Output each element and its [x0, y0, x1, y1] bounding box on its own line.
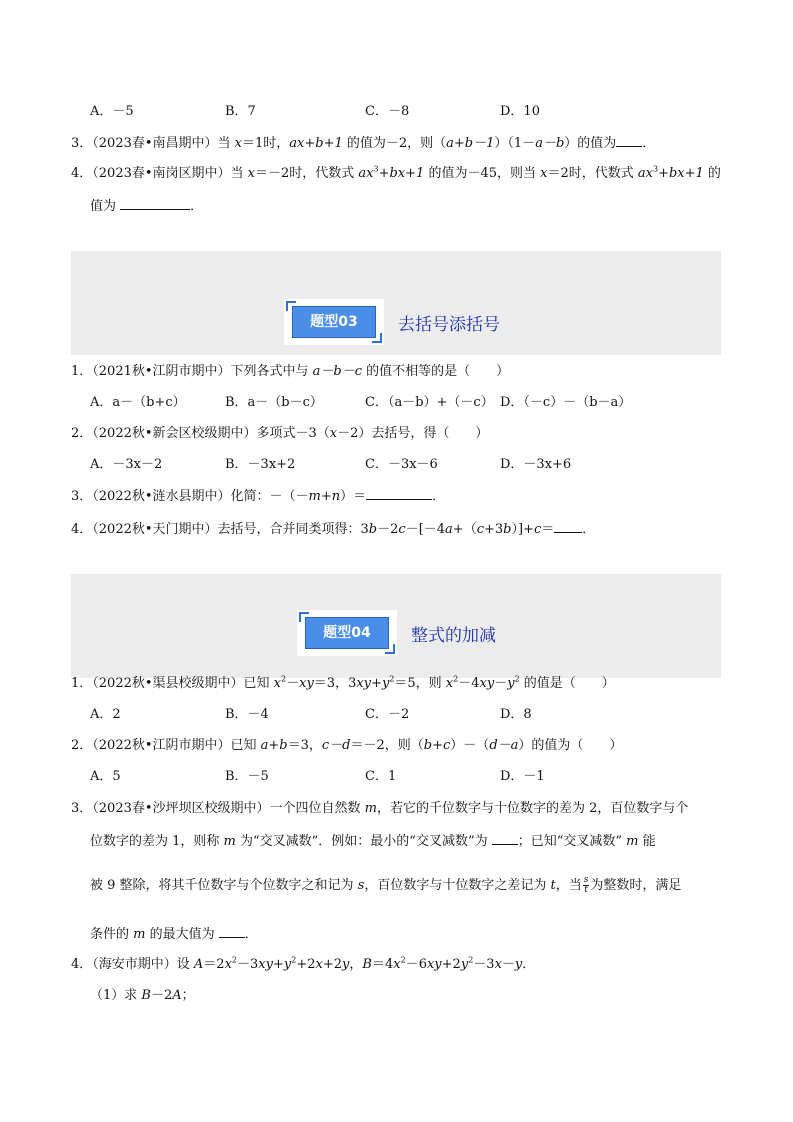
question-4-part-1: （1）求 B－2A； — [90, 988, 195, 1003]
option-d: D．－3x+6 — [500, 457, 572, 472]
answer-blank[interactable] — [616, 134, 642, 147]
answer-blank[interactable] — [366, 487, 432, 500]
question-3: 3．（2022秋•涟水县期中）化简：－（－m+n）＝ ． — [71, 489, 446, 504]
options-row — [90, 768, 650, 786]
option-d: D．－1 — [500, 769, 545, 784]
question-3: 3．（2023春•南昌期中）当 x＝1时，ax+b+1 的值为－2，则（a+b－1）（1－a－b）的值为 ． — [71, 136, 656, 151]
option-a: A．5 — [90, 769, 121, 784]
answer-blank[interactable] — [492, 832, 518, 845]
option-c: C．－2 — [365, 707, 410, 722]
section-badge-row — [297, 610, 496, 656]
option-b: B．a－（b－c） — [225, 395, 323, 410]
question-4: 4．（2023春•南岗区期中）当 x＝－2时，代数式 $ax^3+bx+1$ 的值为－45，则当 x＝2时，代数式 $ax^3+bx+1$ 的 — [71, 164, 721, 181]
answer-blank[interactable] — [219, 925, 245, 938]
question-4: 4．（海安市期中）设 $A=2x^2-3xy+y^2+2x+2y$，$B=4x^2-6xy+2y^2-3x-y$． — [71, 955, 536, 972]
question-4: 4．（2022秋•天门期中）去括号，合并同类项得：3b－2c－[－4a+（c+3b）]+c＝ ． — [71, 522, 596, 537]
section-badge-label: 题型03 — [292, 306, 376, 338]
section-title: 整式的加减 — [411, 625, 496, 646]
section-badge — [297, 610, 397, 656]
option-b: B．－4 — [225, 707, 269, 722]
option-b: B．7 — [225, 104, 256, 119]
option-b: B．－5 — [225, 769, 269, 784]
option-a: A．－5 — [90, 104, 134, 119]
section-header-04 — [71, 574, 721, 678]
option-c: C．－3x－6 — [365, 457, 438, 472]
options-row — [90, 103, 650, 121]
options-row — [90, 456, 650, 474]
option-c: C．－8 — [365, 104, 410, 119]
answer-blank[interactable] — [120, 197, 190, 210]
section-title: 去括号添括号 — [398, 314, 500, 335]
option-d: D．8 — [500, 707, 532, 722]
option-a: A．－3x－2 — [90, 457, 163, 472]
option-c: C．（a－b）+（－c） — [365, 395, 494, 410]
options-row — [90, 706, 650, 724]
option-a: A．2 — [90, 707, 121, 722]
option-d: D．（－c）－（b－a） — [500, 395, 632, 410]
option-b: B．－3x+2 — [225, 457, 296, 472]
question-2: 2．（2022秋•江阴市期中）已知 a+b＝3，c－d＝－2，则（b+c）－（d－a）的值为（ ） — [71, 738, 623, 753]
question-2: 2．（2022秋•新会区校级期中）多项式－3（x－2）去括号，得（ ） — [71, 426, 489, 441]
question-3-line-4: 条件的 m 的最大值为 ． — [90, 927, 258, 942]
question-3-line-3: 被 9 整除，将其千位数字与个位数字之和记为 s，百位数字与十位数字之差记为 t，当 $\frac{s}{t}$ 为整数时，满足 — [90, 875, 682, 895]
question-4-cont: 值为 ． — [90, 199, 204, 214]
question-1: 1．（2022秋•渠县校级期中）已知 $x^2-xy=3$，$3xy+y^2=5$，则 $x^2-4xy-y^2$ 的值是（ ） — [71, 674, 615, 691]
section-badge — [284, 299, 384, 345]
section-badge-label: 题型04 — [305, 617, 389, 649]
question-1: 1．（2021秋•江阴市期中）下列各式中与 a－b－c 的值不相等的是（ ） — [71, 364, 510, 379]
section-header-03 — [71, 251, 721, 355]
option-a: A．a－（b+c） — [90, 395, 186, 410]
question-3-line-2: 位数字的差为 1，则称 m 为“交叉减数”．例如：最小的“交叉减数”为 ；已知“交叉减数” m 能 — [90, 834, 656, 849]
options-row — [90, 394, 650, 412]
option-d: D．10 — [500, 104, 540, 119]
question-3: 3．（2023春•沙坪坝区校级期中）一个四位自然数 m，若它的千位数字与十位数字的差为 2，百位数字与个 — [71, 801, 689, 816]
section-badge-row — [284, 299, 500, 345]
answer-blank[interactable] — [554, 520, 582, 533]
fraction-s-over-t: $\frac{s}{t}$ — [583, 875, 589, 895]
option-c: C．1 — [365, 769, 397, 784]
